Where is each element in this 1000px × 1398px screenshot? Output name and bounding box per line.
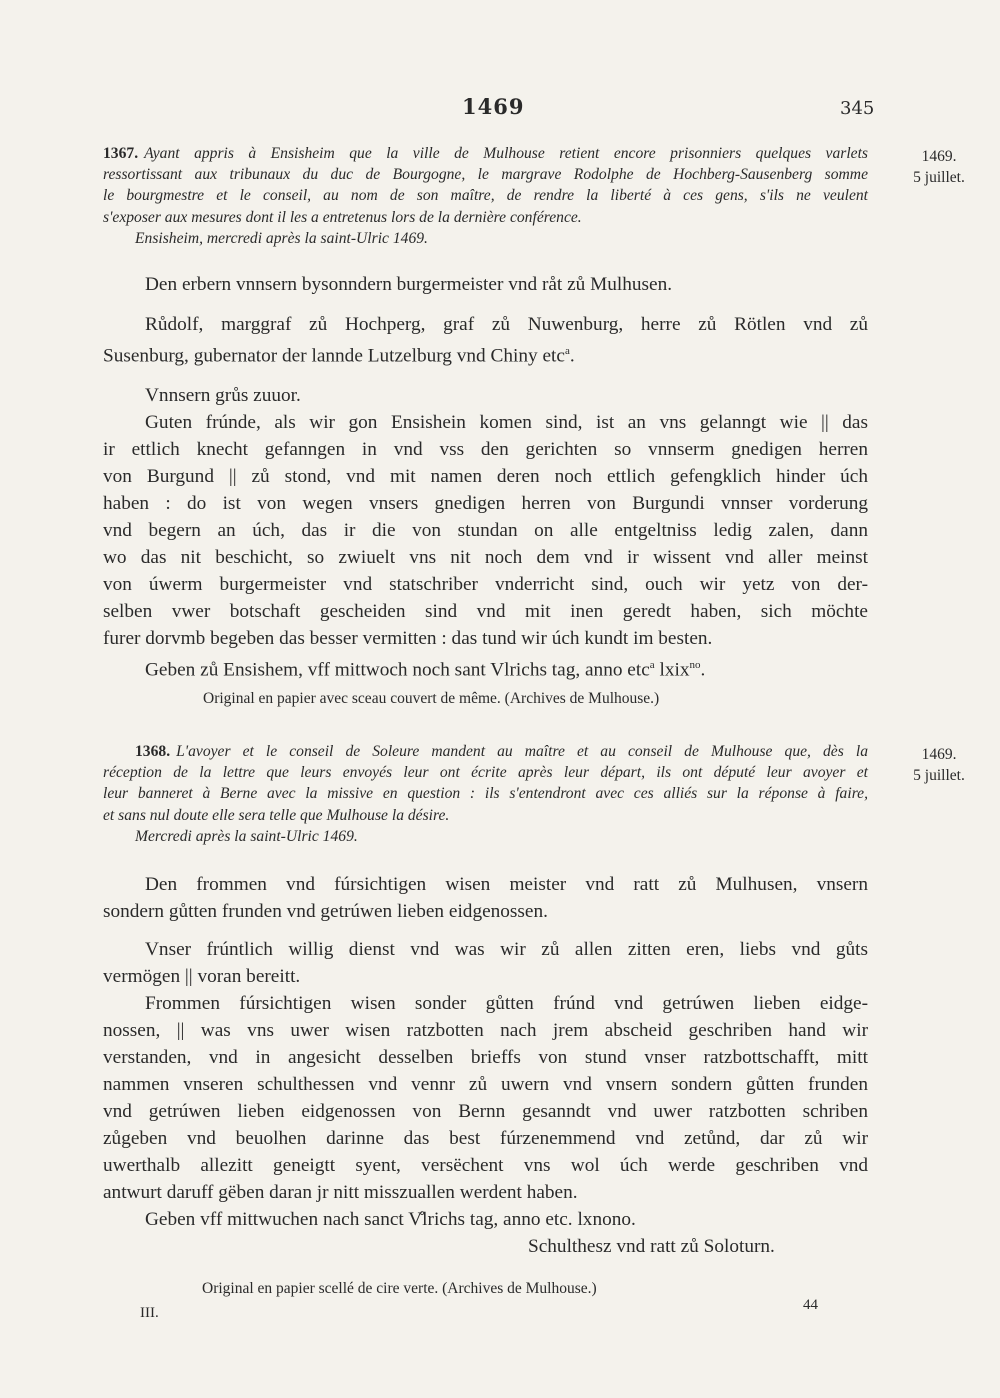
regest-line: s'exposer aux mesures dont il les a entretenus lors de la dernière conférence. <box>103 208 582 226</box>
document-number: 1367. <box>103 145 139 162</box>
regest-line: 1367. Ayant appris à Ensisheim que la ville de Mulhouse retient encore prisonniers quelques varlets <box>103 145 868 162</box>
body-line: ir ettlich knecht gefanngen in vnd vss den gerichten so vnnserm gnedigen herren <box>103 439 868 461</box>
source-note-1368: Original en papier scellé de cire verte. (Archives de Mulhouse.) <box>202 1280 597 1297</box>
regest-dating: Ensisheim, mercredi après la saint-Ulric 1469. <box>135 229 428 247</box>
regest-line: ressortissant aux tribunaux du duc de Bourgogne, le margrave Rodolphe de Hochberg-Sausenberg somme <box>103 166 868 184</box>
body-line: zůgeben vnd beuolhen darinne das best fúrzenemmend vnd zetůnd, dar zů wir <box>103 1128 868 1149</box>
page-number: 345 <box>840 98 875 119</box>
regest-line: et sans nul doute elle sera telle que Mulhouse la désire. <box>103 806 450 824</box>
body-line: von úwerm burgermeister vnd statschriber vnderricht sind, ouch wir yetz von der- <box>103 574 868 596</box>
greeting-line: vermögen || voran bereitt. <box>103 966 301 987</box>
body-line: nossen, || was vns uwer wisen ratzbotten nach jrem abscheid geschriben hand wir <box>103 1020 868 1041</box>
regest-line: réception de la lettre que leurs envoyés leur ont écrite après leur départ, ils ont député leur avoyer et <box>103 764 868 782</box>
volume-mark: III. <box>140 1305 159 1321</box>
source-note-1367: Original en papier avec sceau couvert de même. (Archives de Mulhouse.) <box>203 690 660 707</box>
regest-1367 <box>103 143 868 249</box>
sender-line: Růdolf, marggraf zů Hochperg, graf zů Nuwenburg, herre zů Rötlen vnd zů <box>145 314 868 335</box>
margin-date-year: 1469. <box>921 746 957 763</box>
body-line: Frommen fúrsichtigen wisen sonder gůtten frúnd vnd getrúwen lieben eidge- <box>145 993 868 1014</box>
sender-line: Susenburg, gubernator der lannde Lutzelburg vnd Chiny etc$^a$. <box>103 345 575 367</box>
regest-line: leur banneret à Berne avec la missive en question : ils s'entendront avec ces alliés sur la réponse à faire, <box>103 785 868 803</box>
body-line: haben : do ist von wegen vnsers gnedigen herren von Burgundi vnnser vorderung <box>103 493 868 515</box>
body-line: vnd getrúwen lieben eidgenossen von Bernn gesanndt vnd uwer ratzbotten schriben <box>103 1101 868 1122</box>
dating: Geben zů Ensishem, vff mittwoch noch sant Vlrichs tag, anno etc$^a$ lxix$^{no}$. <box>145 659 706 681</box>
margin-date-day: 5 juillet. <box>913 767 965 785</box>
body-line: antwurt daruff gëben daran jr nitt misszuallen werdent haben. <box>103 1182 578 1203</box>
body-line: verstanden, vnd in angesicht desselben brieffs von stund vnser ratzbottschafft, mitt <box>103 1047 868 1068</box>
letter-1368 <box>103 871 868 1260</box>
document-number: 1368. <box>135 743 171 760</box>
body-line: furer dorvmb begeben das besser vermitten : das tund wir úch kundt im besten. <box>103 628 713 650</box>
body-line: vnd begern an úch, das ir die von stundan on alle entgeltniss ledig zalen, dann <box>103 520 868 542</box>
margin-date-year: 1469. <box>921 148 957 165</box>
regest-dating: Mercredi après la saint-Ulric 1469. <box>135 827 358 845</box>
regest-1368 <box>103 741 868 847</box>
regest-line: le bourgmestre et le conseil, au nom de son maître, de rendre la liberté à ces gens, s'ils ne veulent <box>103 187 868 205</box>
body-line: von Burgund || zů stond, vnd mit namen deren noch ettlich gefengklich hinder úch <box>103 466 868 488</box>
body-line: Guten frúnde, als wir gon Ensishein komen sind, ist an vns gelanngt wie || das <box>145 412 868 434</box>
body-line: uwerthalb allezitt geneigtt syent, versëchent vns wol úch werde geschriben vnd <box>103 1155 868 1176</box>
signature-mark: 44 <box>803 1297 818 1313</box>
signature: Schulthesz vnd ratt zů Soloturn. <box>528 1236 775 1257</box>
address: Den erbern vnnsern bysonndern burgermeister vnd råt zů Mulhusen. <box>145 274 673 295</box>
address-line: Den frommen vnd fúrsichtigen wisen meister vnd ratt zů Mulhusen, vnsern <box>145 874 868 895</box>
greeting: Vnnsern grůs zuuor. <box>145 385 301 407</box>
body-line: wo das nit beschicht, so zwiuelt vns nit noch dem vnd ir wissent vnd aller meinst <box>103 547 868 569</box>
letter-1367 <box>103 271 868 684</box>
regest-line: 1368. L'avoyer et le conseil de Soleure mandent au maître et au conseil de Mulhouse que, dès la <box>135 743 868 760</box>
body-line: selben vwer botschaft gescheiden sind vnd mit inen geredt haben, sich möchte <box>103 601 868 623</box>
margin-date-day: 5 juillet. <box>913 169 965 187</box>
margin-date-1368 <box>884 744 994 786</box>
body-line: nammen vnseren schulthessen vnd vennr zů uwern vnd vnsern sondern gůtten frunden <box>103 1074 868 1095</box>
running-head-year: 1469 <box>462 94 525 119</box>
greeting-line: Vnser frúntlich willig dienst vnd was wir zů allen zitten eren, liebs vnd gůts <box>145 939 868 960</box>
dating: Geben vff mittwuchen nach sanct V̊lrichs tag, anno etc. lxnono. <box>145 1209 636 1230</box>
address-line: sondern gůtten frunden vnd getrúwen lieben eidgenossen. <box>103 901 548 922</box>
margin-date-1367 <box>884 146 994 188</box>
